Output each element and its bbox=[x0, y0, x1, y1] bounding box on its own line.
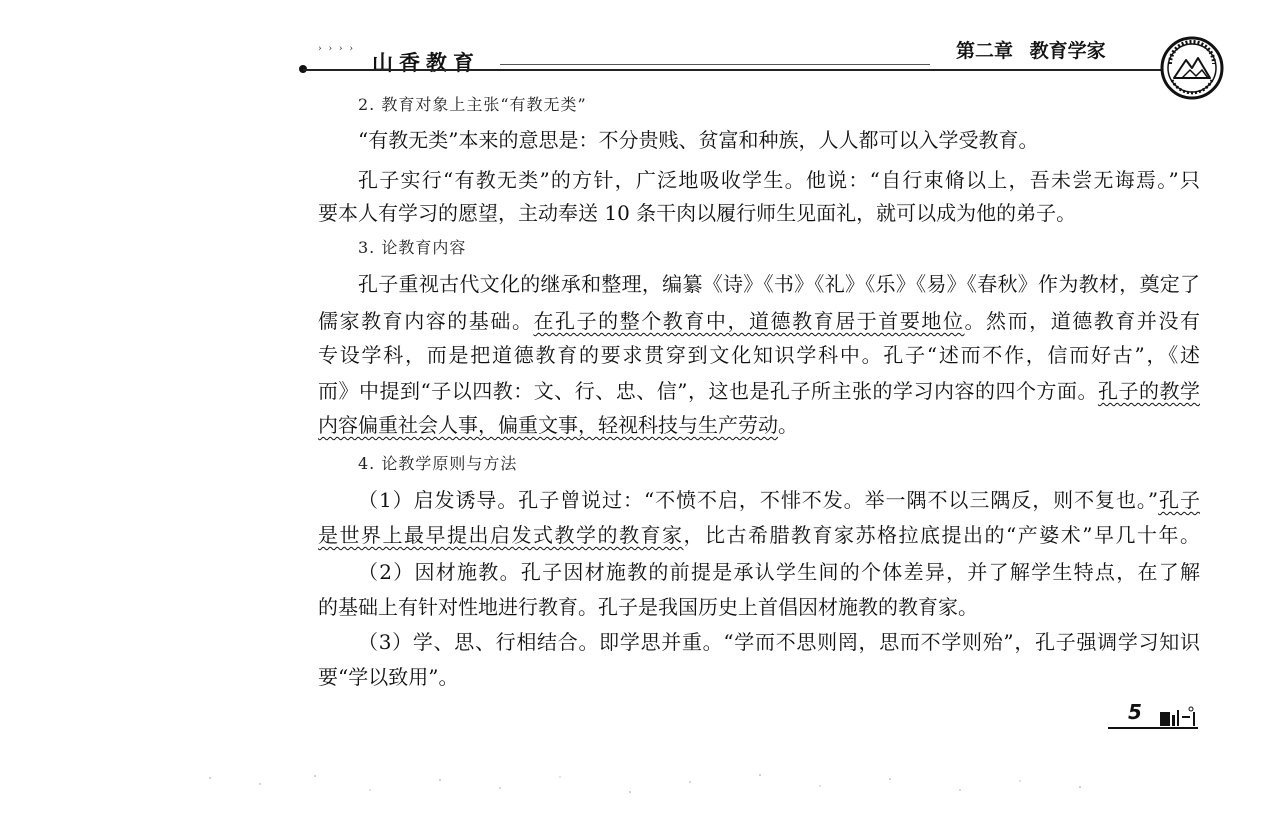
paragraph-line bbox=[318, 408, 798, 442]
text-run: 儒家教育内容的基础。 bbox=[318, 309, 534, 333]
emphasized-text: 是世界上最早提出启发式教学的教育家 bbox=[318, 523, 684, 547]
emphasized-text: 孔子的教学 bbox=[1098, 379, 1201, 403]
scan-speckles bbox=[200, 770, 1100, 800]
mountain-seal-icon bbox=[1160, 36, 1224, 100]
paragraph-line bbox=[358, 483, 1200, 517]
footer-rule bbox=[1108, 727, 1198, 729]
paragraph-line: 孔子重视古代文化的继承和整理，编纂《诗》《书》《礼》《乐》《易》《春秋》作为教材，奠定了 bbox=[358, 272, 1200, 296]
section-heading-3: 3. 论教育内容 bbox=[358, 238, 467, 257]
emphasized-text: 在孔子的整个教育中，道德教育居于首要地位 bbox=[533, 309, 965, 333]
paragraph-line: 孔子实行“有教无类”的方针，广泛地吸收学生。他说：“自行束脩以上，吾未尝无诲焉。”只 bbox=[358, 168, 1200, 192]
text-run: ，比古希腊教育家苏格拉底提出的“产婆术”早几十年。 bbox=[683, 523, 1201, 547]
paragraph-line bbox=[318, 304, 1200, 338]
paragraph-line bbox=[318, 518, 1200, 552]
paragraph-line: 要本人有学习的愿望，主动奉送 10 条干肉以履行师生见面礼，就可以成为他的弟子。 bbox=[318, 201, 1077, 225]
paragraph-line: 专设学科，而是把道德教育的要求贯穿到文化知识学科中。孔子“述而不作，信而好古”，《述 bbox=[318, 343, 1200, 367]
paragraph-line: （2）因材施教。孔子因材施教的前提是承认学生间的个体差异，并了解学生特点，在了解 bbox=[358, 560, 1200, 584]
text-run: 而》中提到“子以四教：文、行、忠、信”，这也是孔子所主张的学习内容的四个方面。 bbox=[318, 379, 1098, 403]
paragraph-line bbox=[318, 374, 1200, 408]
footer-ornament-icon bbox=[1160, 706, 1196, 726]
text-run: （1）启发诱导。孔子曾说过：“不愤不启，不悱不发。举一隅不以三隅反，则不复也。” bbox=[358, 488, 1159, 512]
header-decoration: › › › › bbox=[318, 44, 355, 54]
paragraph-line: 要“学以致用”。 bbox=[318, 665, 459, 689]
page-number: 5 bbox=[1128, 700, 1142, 724]
paragraph-line: “有教无类”本来的意思是：不分贵贱、贫富和种族，人人都可以入学受教育。 bbox=[358, 128, 1039, 152]
header-rule bbox=[303, 69, 1163, 71]
paragraph-line: （3）学、思、行相结合。即学思并重。“学而不思则罔，思而不学则殆”，孔子强调学习知识 bbox=[358, 630, 1200, 654]
emphasized-text: 孔子 bbox=[1158, 488, 1200, 512]
text-run: 。然而，道德教育并没有 bbox=[964, 309, 1201, 333]
chapter-title: 第二章 教育学家 bbox=[956, 40, 1106, 62]
emphasized-text: 内容偏重社会人事，偏重文事，轻视科技与生产劳动 bbox=[318, 413, 778, 437]
paragraph-line: 的基础上有针对性地进行教育。孔子是我国历史上首倡因材施教的教育家。 bbox=[318, 595, 978, 619]
section-heading-4: 4. 论教学原则与方法 bbox=[358, 454, 518, 473]
text-run: 。 bbox=[778, 413, 798, 437]
header-brand: 山香教育 bbox=[372, 50, 480, 75]
section-heading-2: 2. 教育对象上主张“有教无类” bbox=[358, 95, 587, 114]
header-rule-thin bbox=[500, 64, 930, 65]
